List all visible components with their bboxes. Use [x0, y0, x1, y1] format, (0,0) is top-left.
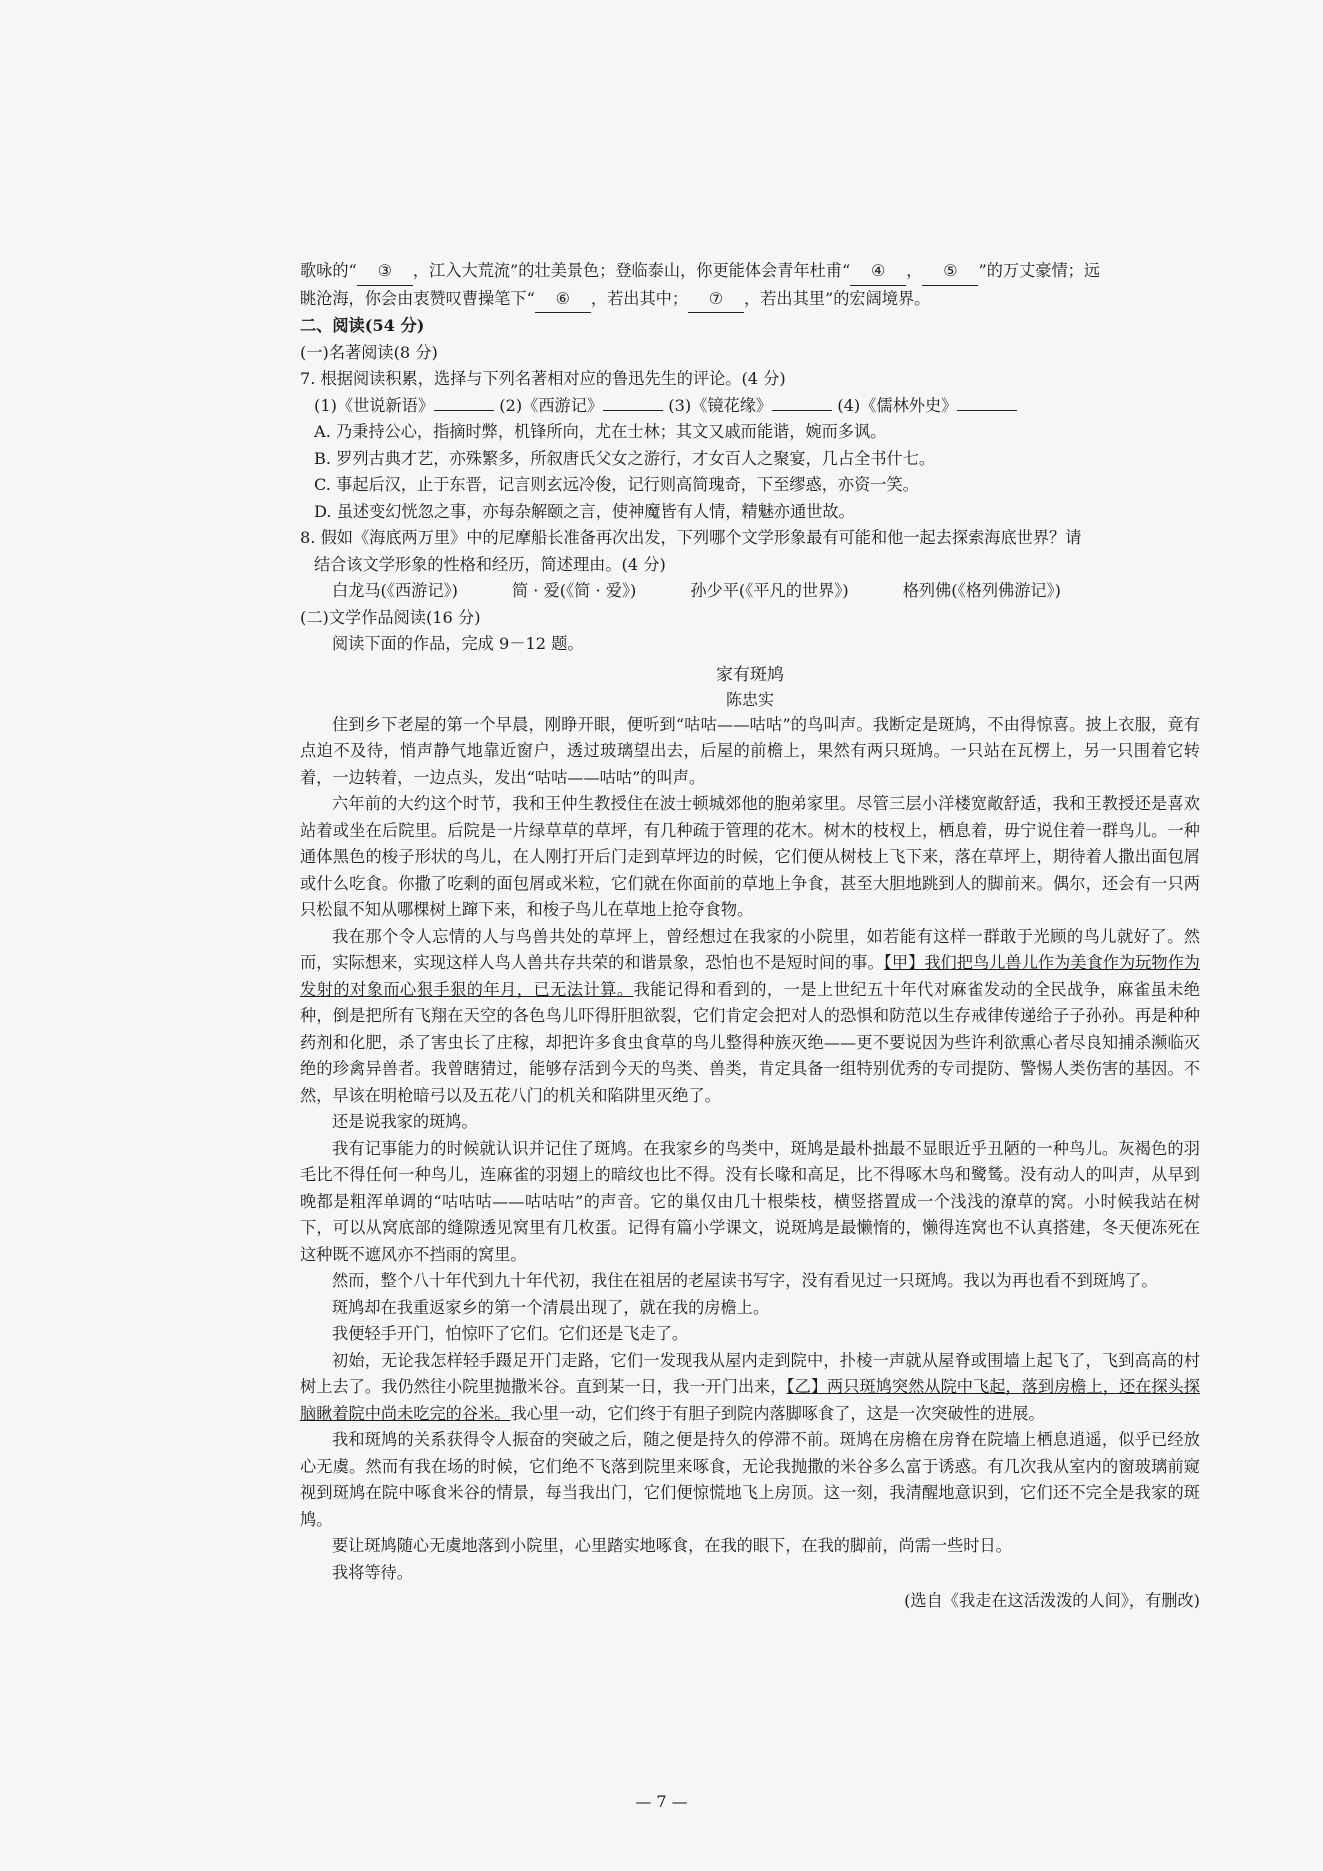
- answer-blank[interactable]: [772, 410, 832, 411]
- option-c: C. 事起后汉，止于东晋，记言则玄远冷俊，记行则高简瑰奇，下至缪惑，亦资一笑。: [314, 475, 919, 494]
- article-author: 陈忠实: [725, 689, 774, 709]
- option-d: D. 虽述变幻恍忽之事，亦每杂解颐之言，使神魔皆有人情，精魅亦通世故。: [314, 501, 855, 521]
- reading-instruction: 阅读下面的作品，完成 9－12 题。: [332, 634, 584, 653]
- article-paragraph-7: 斑鸠却在我重返家乡的第一个清晨出现了，就在我的房檐上。: [332, 1297, 770, 1317]
- article-title: 家有斑鸠: [716, 664, 784, 685]
- intro-line-2: 眺沧海，你会由衷赞叹曹操笔下“ ⑥ ，若出其中； ⑦ ，若出其里”的宏阔境界。: [300, 286, 1200, 314]
- page-content: [300, 258, 1200, 1614]
- blank-4: ④: [850, 258, 906, 286]
- marked-sentence-yi: 【乙】两只斑鸠突然从院中飞起，落到房檐上，还在探头探脑瞅着院中尚未吃完的谷米。: [300, 1377, 1200, 1423]
- choice: 简 · 爱(《简 · 爱》): [511, 581, 637, 600]
- blank-6: ⑥: [535, 286, 591, 314]
- subsection-heading-1: (一)名著阅读(8 分): [300, 342, 438, 362]
- question-8-line-1: 8. 假如《海底两万里》中的尼摩船长准备再次出发，下列哪个文学形象最有可能和他一起去探索海底世界？请: [300, 528, 1082, 547]
- choice: 孙少平(《平凡的世界》): [690, 581, 849, 600]
- option-b: B. 罗列古典才艺，亦殊繁多，所叙唐氏父女之游行，才女百人之聚宴，几占全书什七。: [314, 448, 936, 468]
- article-paragraph-2: 六年前的大约这个时节，我和王仲生教授住在波士顿城郊他的胞弟家里。尽管三层小洋楼宽敞舒适，我和王教授还是喜欢站着或坐在后院里。后院是一片绿草草的草坪，有几种疏于管理的花木。树木的枝杈上，栖息着，毋宁说住着一群鸟儿。一种通体黑色的梭子形状的鸟儿，在人刚打开后门走到草坪边的时候，它们便从树枝上飞下来，落在草坪上，期待着人撒出面包屑或什么吃食。你撒了吃剩的面包屑或米粒，它们就在你面前的草地上争食，甚至大胆地跳到人的脚前来。偶尔，还会有一只两只松鼠不知从哪棵树上蹿下来，和梭子鸟儿在草地上抢夺食物。: [300, 794, 1200, 919]
- question-7-works: (1)《世说新语》 (2)《西游记》 (3)《镜花缘》 (4)《儒林外史》: [300, 393, 1200, 420]
- option-a: A. 乃秉持公心，指摘时弊，机锋所向，尤在士林；其文又戚而能谐，婉而多讽。: [314, 422, 887, 441]
- article-paragraph-5: 我有记事能力的时候就认识并记住了斑鸠。在我家乡的鸟类中，斑鸠是最朴拙最不显眼近乎丑陋的一种鸟儿。灰褐色的羽毛比不得任何一种鸟儿，连麻雀的羽翅上的暗纹也比不得。没有长喙和高足，比不得啄木鸟和鹭鸶。没有动人的叫声，从早到晚都是粗浑单调的“咕咕咕——咕咕咕”的声音。它的巢仅由几十根柴枝，横竖搭置成一个浅浅的潦草的窝。小时候我站在树下，可以从窝底部的缝隙透见窝里有几枚蛋。记得有篇小学课文，说斑鸠是最懒惰的，懒得连窝也不认真搭建，冬天便冻死在这种既不遮风亦不挡雨的窝里。: [300, 1138, 1200, 1264]
- choice: 白龙马(《西游记》): [332, 581, 458, 600]
- question-7-stem: 7. 根据阅读积累，选择与下列名著相对应的鲁迅先生的评论。(4 分): [300, 369, 786, 388]
- article-paragraph-1: 住到乡下老屋的第一个早晨，刚睁开眼，便听到“咕咕——咕咕”的鸟叫声。我断定是斑鸠，不由得惊喜。披上衣服，竟有点迫不及待，悄声静气地靠近窗户，透过玻璃望出去，后屋的前檐上，果然有两只斑鸠。一只站在瓦楞上，另一只围着它转着，一边转着，一边点头，发出“咕咕——咕咕”的叫声。: [300, 714, 1200, 787]
- answer-blank[interactable]: [434, 410, 494, 411]
- article-paragraph-4: 还是说我家的斑鸠。: [332, 1112, 478, 1131]
- article-paragraph-12: 我将等待。: [332, 1562, 413, 1582]
- choice: 格列佛(《格列佛游记》): [902, 581, 1061, 600]
- page-number: — 7 —: [635, 1792, 688, 1811]
- article-paragraph-11: 要让斑鸠随心无虞地落到小院里，心里踏实地啄食，在我的眼下，在我的脚前，尚需一些时日。: [332, 1536, 1012, 1555]
- article-paragraph-6: 然而，整个八十年代到九十年代初，我住在祖居的老屋读书写字，没有看见过一只斑鸠。我以为再也看不到斑鸠了。: [332, 1271, 1158, 1290]
- article-paragraph-9: 初始，无论我怎样轻手蹑足开门走路，它们一发现我从屋内走到院中，扑棱一声就从屋脊或围墙上起飞了，飞到高高的村树上去了。我仍然往小院里抛撒米谷。直到某一日，我一开门出来，【乙】两只斑鸠突然从院中飞起，落到房檐上，还在探头探脑瞅着院中尚未吃完的谷米。我心里一动，它们终于有胆子到院内落脚啄食了，这是一次突破性的进展。: [300, 1350, 1200, 1423]
- article-paragraph-10: 我和斑鸠的关系获得令人振奋的突破之后，随之便是持久的停滞不前。斑鸠在房檐在房脊在院墙上栖息逍遥，似乎已经放心无虞。然而有我在场的时候，它们绝不飞落到院里来啄食，无论我抛撒的米谷多么富于诱惑。有几次我从室内的窗玻璃前窥视到斑鸠在院中啄食米谷的情景，每当我出门，它们便惊慌地飞上房顶。这一刻，我清醒地意识到，它们还不完全是我家的斑鸠。: [300, 1430, 1200, 1529]
- section-heading: 二、阅读(54 分): [300, 316, 425, 335]
- marked-sentence-jia: 【甲】我们把鸟儿兽儿作为美食作为玩物作为发射的对象而心狠手狠的年月，已无法计算。: [300, 953, 1200, 999]
- blank-7: ⑦: [688, 286, 744, 314]
- article-source: (选自《我走在这活泼泼的人间》，有删改): [904, 1591, 1200, 1610]
- blank-3: ③: [357, 258, 413, 286]
- answer-blank[interactable]: [957, 410, 1017, 411]
- question-8-line-2: 结合该文学形象的性格和经历，简述理由。(4 分): [314, 554, 666, 574]
- subsection-heading-2: (二)文学作品阅读(16 分): [300, 607, 481, 627]
- article-paragraph-8: 我便轻手开门，怕惊吓了它们。它们还是飞走了。: [332, 1324, 689, 1343]
- answer-blank[interactable]: [603, 410, 663, 411]
- question-8-choices: [300, 578, 1200, 605]
- blank-5: ⑤: [922, 258, 978, 286]
- article-paragraph-3: 我在那个令人忘情的人与鸟兽共处的草坪上，曾经想过在我家的小院里，如若能有这样一群敢于光顾的鸟儿就好了。然而，实际想来，实现这样人鸟人兽共存共荣的和谐景象，恐怕也不是短时间的事。【甲】我们把鸟儿兽儿作为美食作为玩物作为发射的对象而心狠手狠的年月，已无法计算。我能记得和看到的，一是上世纪五十年代对麻雀发动的全民战争，麻雀虽未绝种，倒是把所有飞翔在天空的各色鸟儿吓得肝胆欲裂，它们肯定会把对人的恐惧和防范以生存戒律传递给子子孙孙。再是种种药剂和化肥，杀了害虫长了庄稼，却把许多食虫食草的鸟儿整得种族灭绝——更不要说因为些许利欲熏心者尽良知捕杀濒临灭绝的珍禽异兽者。我曾瞎猜过，能够存活到今天的鸟类、兽类，肯定具备一组特别优秀的专司提防、警惕人类伤害的基因。不然，早该在明枪暗弓以及五花八门的机关和陷阱里灭绝了。: [300, 926, 1200, 1105]
- intro-line-1: 歌咏的“ ③ ，江入大荒流”的壮美景色；登临泰山，你更能体会青年杜甫“ ④ ， ⑤ ”的万丈豪情；远: [300, 258, 1200, 286]
